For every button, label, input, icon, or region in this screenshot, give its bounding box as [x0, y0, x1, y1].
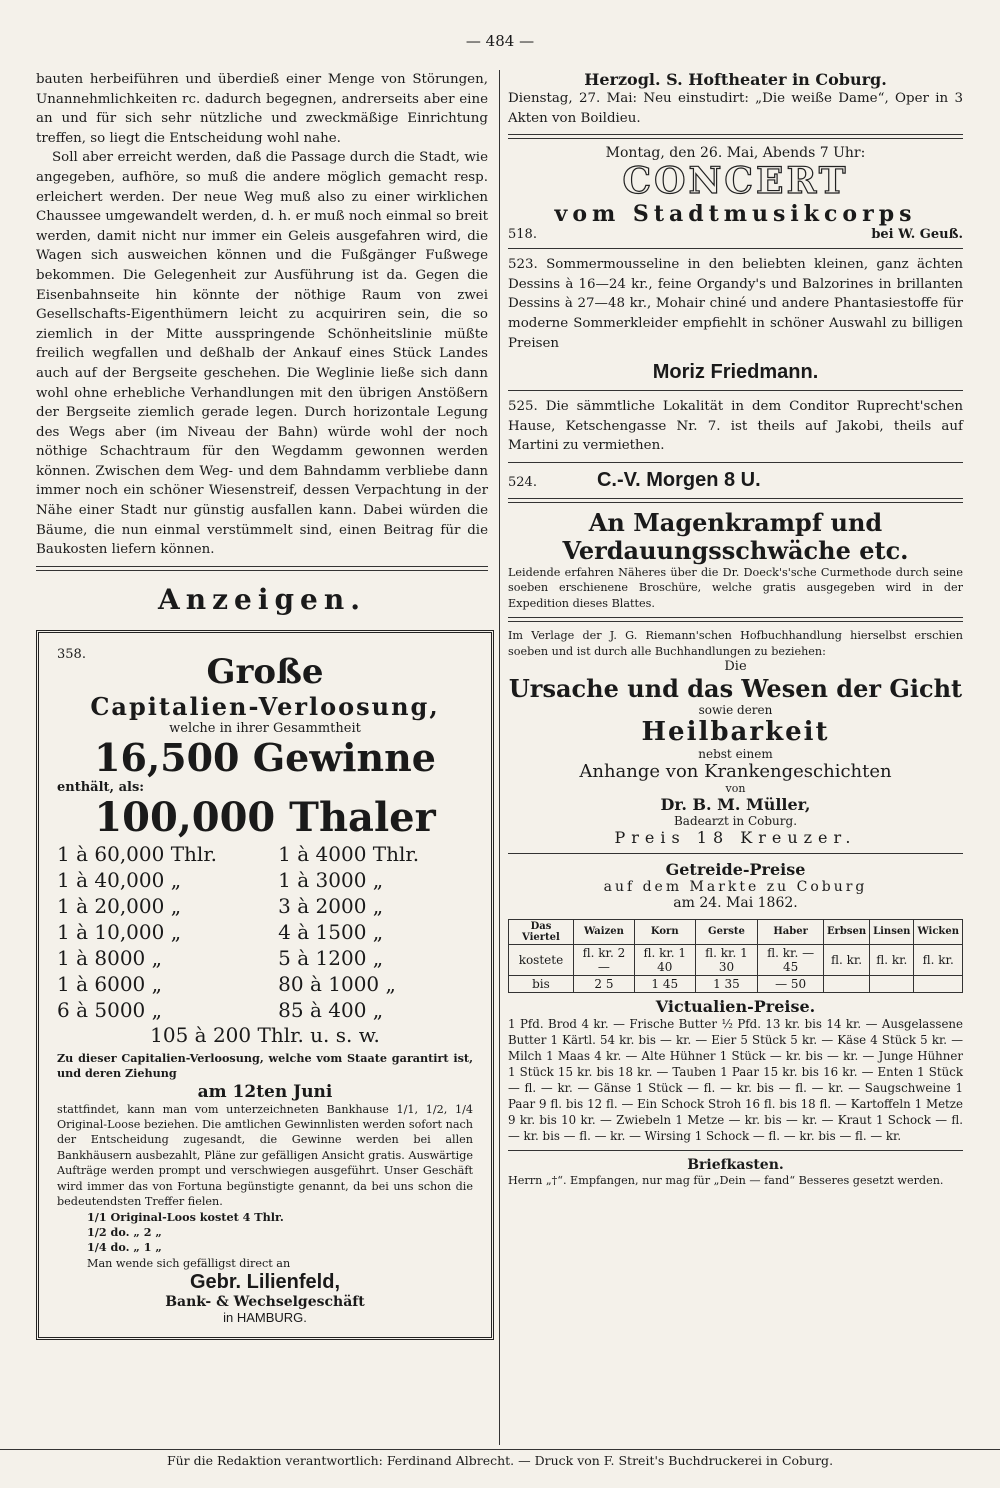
prize-cell: 3 à 2000 „ [278, 893, 384, 918]
divider [508, 134, 963, 139]
prize-cell: 1 à 3000 „ [278, 867, 384, 892]
right-column [508, 70, 963, 1188]
ad-number: 518. [508, 227, 537, 243]
article-paragraph: Soll aber erreicht werden, daß die Passage durch die Stadt, wie angegeben, aufhöre, so muß die andere möglich gemacht resp. erleichert werden. Der neue Weg muß also zu einer wirklichen Chaussee umgewandelt werden, d. h. er muß noch einmal so breit werden, damit nicht nur immer ein Geleis ausgefahren wird, die Wagen sich ausweichen können und die Fußgänger Fußwege bekommen. Die Gelegenheit zur Ausführung ist da. Gegen die Eisenbahnseite hin könnte der nöthige Raum von zwei Gesellschafts-Eigenthümern leicht zu acquiriren sein, die so ziemlich in der Mitte ausspringende Schönheitslinie müßte freilich wegfallen und deßhalb der Ankauf eines Stück Landes auch auf der Bergseite geschehen. Die Weglinie ließe sich dann wohl ohne erhebliche Verhandlungen mit den übrigen Anstößern der Bergseite ziemlich gerade legen. Durch horizontale Legung des Wegs aber (im Niveau der Bahn) würde wohl der noch nöthige Schachtraum für den Wegdamm gewonnen werden können. Zwischen dem Weg- und dem Bahndamm verbliebe dann immer noch ein schöner Wiesenstreif, dessen Verpachtung in der Nähe einer Stadt nur günstig ausfallen kann. Dabei würden die Bäume, die nun einmal verstümmelt sind, einen Beitrag für die Baukosten liefern können. [36, 150, 488, 558]
table-header: Haber [758, 919, 824, 944]
enthaelt-label: enthält, als: [57, 779, 145, 795]
guarantee-text: Zu dieser Capitalien-Verloosung, welche vom Staate garantirt ist, und deren Ziehung [57, 1050, 473, 1081]
divider [508, 248, 963, 249]
prize-row [57, 997, 473, 1023]
prize-cell: 1 à 20,000 „ [57, 893, 182, 918]
victualien-title: Victualien-Preise. [655, 996, 816, 1016]
divider [508, 462, 963, 463]
prize-cell: 80 à 1000 „ [278, 971, 396, 996]
divider [508, 853, 963, 854]
prize-row [57, 841, 473, 867]
firm-name: Gebr. Lilienfeld, [189, 1271, 341, 1294]
table-header: Waizen [573, 919, 634, 944]
table-header: Linsen [870, 919, 914, 944]
book-price: Preis 18 Kreuzer. [614, 827, 857, 847]
prize-cell: 6 à 5000 „ [57, 997, 162, 1022]
victualien-text: 1 Pfd. Brod 4 kr. — Frische Butter ½ Pfd. 13 kr. bis 14 kr. — Ausgelassene Butter 1 Kärtl. 54 kr. bis — kr. — Eier 5 Stück 5 kr. — Käse 4 Stück 5 kr. — Milch 1 Maas 4 kr. — Alte Hühner 1 Stück — kr. bis — kr. — Junge Hühner 1 Stück 15 kr. bis 18 kr. — Tauben 1 Paar 15 kr. bis 16 kr. — Enten 1 Stück — fl. — kr. — Gänse 1 Stück — fl. — kr. bis — fl. — kr. — Saugschweine 1 Paar 9 fl. bis 12 fl. — Ein Schock Stroh 16 fl. bis 18 fl. — Kartoffeln 1 Metze 9 kr. bis 10 kr. — Zwiebeln 1 Metze — kr. bis — kr. — Kraut 1 Schock — fl. — kr. bis — fl. — kr. — Wirsing 1 Schock — fl. — kr. bis — fl. — kr. [508, 1016, 963, 1143]
book-heilbarkeit: Heilbarkeit [641, 716, 830, 747]
table-cell: fl. kr. [823, 944, 869, 975]
prize-cell: 4 à 1500 „ [278, 919, 384, 944]
book-von: von [725, 781, 746, 795]
contact-hint: Man wende sich gefälligst direct an [87, 1256, 291, 1270]
table-cell: fl. kr. — 45 [758, 944, 824, 975]
briefkasten-text: Herrn „†“. Empfangen, nur mag für „Dein — fand“ Besseres gesetzt werden. [508, 1173, 944, 1187]
book-die: Die [724, 658, 747, 674]
price-line: 1/4 do. „ 1 „ [87, 1240, 162, 1255]
table-header: Erbsen [823, 919, 869, 944]
ad-524 [508, 469, 963, 492]
concert-heading: CONCERT [622, 160, 849, 203]
ad-subtitle: Capitalien-Verloosung, [90, 691, 440, 721]
theater-title: Herzogl. S. Hoftheater in Coburg. [584, 70, 887, 89]
getreide-table [508, 919, 963, 993]
getreide-title: Getreide-Preise [665, 859, 806, 879]
cv-notice: C.-V. Morgen 8 U. [596, 468, 761, 491]
book-anhang: Anhange von Krankengeschichten [579, 760, 892, 782]
column-rule [499, 70, 500, 1445]
ad-place: bei W. Geuß. [871, 227, 963, 243]
magen-text: Leidende erfahren Näheres über die Dr. Doeck's'sche Curmethode durch seine soeben erschienene Broschüre, welche gratis ausgegeben wird in der Expedition dieses Blattes. [508, 565, 963, 610]
divider [508, 1150, 963, 1151]
prize-cell: 1 à 4000 Thlr. [278, 841, 420, 866]
gewinne-count: 16,500 Gewinne [94, 734, 436, 780]
lottery-advertisement [36, 630, 494, 1340]
prize-last: 105 à 200 Thlr. u. s. w. [150, 1022, 380, 1047]
price-line: 1/2 do. „ 2 „ [87, 1224, 162, 1239]
page-footer: Für die Redaktion verantwortlich: Ferdinand Albrecht. — Druck von F. Streit's Buchdruckerei in Coburg. [0, 1449, 1000, 1468]
table-cell: kostete [509, 944, 574, 975]
ad-intro: welche in ihrer Gesammtheit [169, 720, 361, 736]
getreide-date: am 24. Mai 1862. [673, 894, 798, 911]
author-subtitle: Badearzt in Coburg. [673, 813, 798, 828]
ad-523: 523. Sommermousseline in den beliebten kleinen, ganz ächten Dessins à 16—24 kr., feine Organdy's und Balzorines in brillanten Dessins à 27—48 kr., Mohair chiné und andere Phantasiestoffe für moderne Sommerkleider empfiehlt in schöner Auswahl zu billigen Preisen [508, 257, 963, 351]
prize-row [57, 919, 473, 945]
table-header: Gerste [695, 919, 758, 944]
ad-number: 358. [57, 646, 86, 662]
divider [508, 617, 963, 622]
draw-date: am 12ten Juni [197, 1081, 333, 1102]
table-row [509, 975, 963, 992]
prize-cell: 1 à 6000 „ [57, 971, 162, 996]
briefkasten-title: Briefkasten. [687, 1156, 784, 1173]
table-cell: 2 5 [573, 975, 634, 992]
article-paragraph: bauten herbeiführen und überdieß einer Menge von Störungen, Unannehmlichkeiten rc. dadurch begegnen, andrerseits aber eine an und für sich sehr nützliche und zweckmäßige Einrichtung treffen, so liegt die Entscheidung wohl nahe. [36, 72, 488, 146]
divider [36, 566, 488, 571]
price-line: 1/1 Original-Loos kostet 4 Thlr. [87, 1209, 284, 1224]
ad-title: Große [206, 651, 324, 692]
divider [508, 498, 963, 503]
table-cell [823, 975, 869, 992]
merchant-name: Moriz Friedmann. [652, 361, 819, 384]
book-nebst: nebst einem [698, 746, 773, 761]
prize-cell: 1 à 8000 „ [57, 945, 162, 970]
table-cell: bis [509, 975, 574, 992]
table-row [509, 944, 963, 975]
ad-518-footer [508, 227, 963, 242]
firm-city: in HAMBURG. [223, 1310, 307, 1326]
table-cell: 1 35 [695, 975, 758, 992]
table-cell: fl. kr. [914, 944, 963, 975]
table-header: Wicken [914, 919, 963, 944]
page-number: — 484 — [465, 32, 535, 50]
top-prize: 100,000 Thaler [94, 793, 436, 841]
table-cell: fl. kr. 2 — [573, 944, 634, 975]
concert-subtitle: vom Stadtmusikcorps [554, 201, 917, 228]
prize-row [57, 971, 473, 997]
table-cell: fl. kr. [870, 944, 914, 975]
book-sowie: sowie deren [698, 702, 773, 717]
prize-cell: 85 à 400 „ [278, 997, 384, 1022]
table-cell: 1 45 [634, 975, 695, 992]
table-cell [914, 975, 963, 992]
article-text [36, 70, 488, 560]
theater-text: Dienstag, 27. Mai: Neu einstudirt: „Die weiße Dame“, Oper in 3 Akten von Boildieu. [508, 91, 963, 126]
prize-cell: 1 à 40,000 „ [57, 867, 182, 892]
prize-cell: 1 à 60,000 Thlr. [57, 841, 218, 866]
table-cell: fl. kr. 1 30 [695, 944, 758, 975]
ad-number: 524. [508, 474, 537, 490]
left-column [36, 70, 488, 1340]
table-header-row [509, 919, 963, 944]
firm-subtitle: Bank- & Wechselgeschäft [165, 1294, 365, 1311]
getreide-subtitle: auf dem Markte zu Coburg [603, 878, 868, 895]
prize-row [57, 893, 473, 919]
table-header: Korn [634, 919, 695, 944]
table-cell: fl. kr. 1 40 [634, 944, 695, 975]
magen-heading: An Magenkrampf und Verdauungsschwäche etc. [562, 507, 909, 565]
prize-row [57, 867, 473, 893]
prize-row [57, 945, 473, 971]
prize-table [57, 841, 473, 1023]
prize-cell: 5 à 1200 „ [278, 945, 384, 970]
table-cell: — 50 [758, 975, 824, 992]
section-title-anzeigen: Anzeigen. [158, 582, 366, 616]
ad-525: 525. Die sämmtliche Lokalität in dem Conditor Ruprecht'schen Hause, Ketschengasse Nr. 7. ist theils auf Jakobi, theils auf Martini zu vermiethen. [508, 399, 963, 454]
prize-cell: 1 à 10,000 „ [57, 919, 182, 944]
lottery-body: stattfindet, kann man vom unterzeichneten Bankhause 1/1, 1/2, 1/4 Original-Loose beziehen. Die amtlichen Gewinnlisten werden sofort nach der Entscheidung zugesandt, die Gewinne werden bei allen Bankhäusern ausbezahlt, Pläne zur gefälligen Ansicht gratis. Auswärtige Aufträge werden prompt und verschwiegen ausgeführt. Unser Geschäft wird immer das von Fortuna begünstigte genannt, da bei uns schon die bedeutendsten Treffer fielen. [57, 1102, 473, 1209]
verlag-text: Im Verlage der J. G. Riemann'schen Hofbuchhandlung hierselbst erschien soeben und ist durch alle Buchhandlungen zu beziehen: [508, 629, 963, 658]
book-title: Ursache und das Wesen der Gicht [508, 673, 963, 703]
concert-date: Montag, den 26. Mai, Abends 7 Uhr: [605, 145, 866, 162]
divider [508, 390, 963, 391]
table-header: Das Viertel [509, 919, 574, 944]
book-author: Dr. B. M. Müller, [660, 794, 811, 814]
table-cell [870, 975, 914, 992]
